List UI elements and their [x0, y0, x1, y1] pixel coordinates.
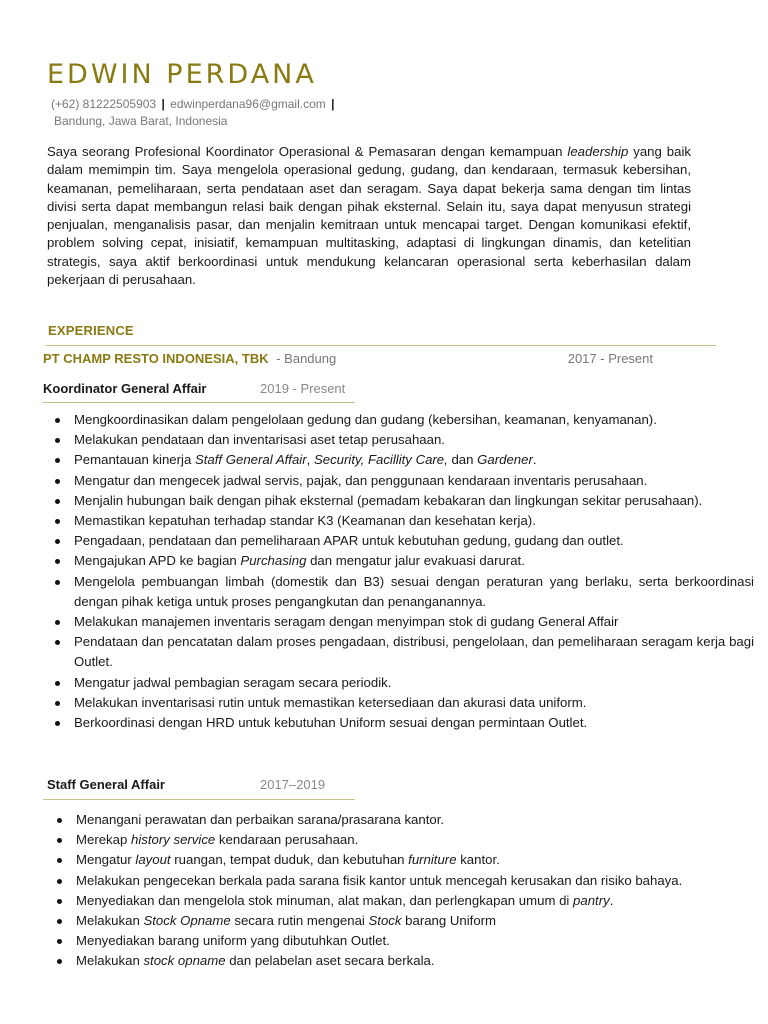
italic-text: Stock Opname — [143, 913, 231, 929]
italic-text: furniture — [408, 852, 457, 868]
bullet-item — [74, 713, 754, 733]
text-run: Menangani perawatan dan perbaikan sarana/prasarana kantor. — [76, 812, 445, 827]
italic-text: Purchasing — [240, 553, 307, 569]
role-title: Staff General Affair — [47, 777, 165, 792]
role-divider — [43, 799, 355, 800]
bullet-item — [76, 951, 754, 971]
text-run: Mengatur — [76, 852, 136, 868]
text-run: Pengadaan, pendataan dan pemeliharaan APAR untuk kebutuhan gedung, gudang dan outlet. — [74, 533, 624, 549]
italic-text: leadership — [567, 144, 629, 159]
text-run: Mengajukan APD ke bagian — [74, 553, 241, 569]
text-run: Melakukan manajemen inventaris seragam dengan menyimpan stok di gudang General Affair — [74, 614, 619, 630]
bullet-item — [74, 551, 754, 571]
email-address: edwinperdana96@gmail.com — [170, 97, 326, 111]
role-dates: 2019 - Present — [260, 381, 346, 396]
text-run: Melakukan pendataan dan inventarisasi aset tetap perusahaan. — [74, 432, 445, 448]
text-run: Mengelola pembuangan limbah (domestik dan B3) sesuai dengan peraturan yang berlaku, serta berkoordinasi dengan pihak ketiga untuk proses pengangkutan dan penanganannya. — [74, 573, 754, 609]
text-run: Menyediakan barang uniform yang dibutuhkan Outlet. — [76, 933, 390, 949]
text-run: Berkoordinasi dengan HRD untuk kebutuhan Uniform sesuai dengan permintaan Outlet. — [74, 715, 588, 731]
text-run: ruangan, tempat duduk, dan kebutuhan — [170, 852, 409, 868]
bullet-item — [76, 911, 754, 931]
role-header — [43, 381, 363, 399]
text-run: Melakukan pengecekan berkala pada sarana fisik kantor untuk mencegah kerusakan dan risiko bahaya. — [76, 872, 683, 888]
text-run: secara rutin mengenai — [230, 913, 369, 929]
text-run: Menjalin hubungan baik dengan pihak eksternal (pemadam kebakaran dan lingkungan sekitar perusahaan). — [74, 492, 703, 508]
text-run: Mengkoordinasikan dalam pengelolaan gedung dan gudang (kebersihan, keamanan, kenyamanan). — [74, 412, 657, 427]
role-dates: 2017–2019 — [260, 777, 326, 792]
text-run: dan mengatur jalur evakuasi darurat. — [306, 553, 525, 569]
company-header — [43, 351, 653, 369]
bullet-item — [76, 850, 754, 870]
text-run: Saya seorang Profesional Koordinator Operasional & Pemasaran dengan kemampuan — [47, 144, 568, 159]
italic-text: Staff General Affair — [194, 452, 307, 468]
phone-number: (+62) 81222505903 — [51, 97, 157, 111]
section-divider — [45, 345, 716, 346]
bullet-item — [76, 830, 754, 850]
bullet-item — [74, 673, 754, 693]
contact-separator: | — [331, 97, 335, 111]
bullet-item — [74, 531, 754, 551]
bullet-item — [74, 471, 754, 491]
text-run: dan pelabelan aset secara berkala. — [225, 953, 435, 969]
text-run: kendaraan perusahaan. — [215, 832, 359, 848]
contact-info — [51, 96, 336, 130]
bullet-item — [74, 491, 754, 511]
role-header — [47, 777, 367, 795]
role-divider — [43, 402, 355, 403]
bullet-item — [74, 410, 754, 430]
role-title: Koordinator General Affair — [43, 381, 207, 396]
bullet-item — [76, 931, 754, 951]
text-run: Merekap — [76, 832, 131, 848]
bullet-item — [74, 511, 754, 531]
text-run: Pemantauan kinerja — [74, 452, 195, 468]
italic-text: pantry — [573, 892, 610, 908]
bullet-item — [74, 572, 754, 612]
italic-text: Gardener — [477, 452, 533, 468]
text-run: Melakukan — [76, 913, 144, 929]
text-run: , — [306, 452, 314, 468]
italic-text: layout — [135, 852, 171, 868]
bullet-item — [74, 693, 754, 713]
bullet-item — [74, 450, 754, 470]
text-run: barang Uniform — [401, 913, 497, 929]
text-run: Mengatur jadwal pembagian seragam secara periodik. — [74, 674, 392, 690]
text-run: yang baik dalam memimpin tim. Saya mengelola operasional gedung, gudang, dan kendaraan, termasuk kebersihan, keamanan, pemeliharaan, serta pendataan aset dan seragam. Saya dapat bekerja sama dengan tim lintas divisi serta dapat membangun relasi baik dengan pihak eksternal. Selain itu, saya dapat menyusun strategi penjualan, menganalisis pasar, dan menjalin kemitraan untuk mencapai target. Dengan komunikasi efektif, problem solving cepat, inisiatif, kemampuan multitasking, adaptasi di lingkungan dinamis, dan ketelitian strategis, saya aktif berkoordinasi untuk mendukung kelancaran operasional serta keberhasilan dalam pekerjaan di perusahaan. — [47, 144, 691, 288]
text-run: dan — [447, 452, 478, 468]
role-responsibilities — [46, 410, 754, 733]
text-run: Pendataan dan pencatatan dalam proses pengadaan, distribusi, pengelolaan, dan pemeliharaan seragam kerja bagi Outlet. — [74, 634, 754, 670]
italic-text: Stock — [368, 913, 402, 929]
company-name: PT CHAMP RESTO INDONESIA, TBK — [43, 351, 269, 366]
text-run: Melakukan — [76, 953, 144, 969]
bullet-item — [74, 632, 754, 672]
text-run: kantor. — [456, 852, 500, 868]
bullet-item — [76, 871, 754, 891]
text-run: Memastikan kepatuhan terhadap standar K3 (Keamanan dan kesehatan kerja). — [74, 513, 536, 529]
bullet-item — [74, 430, 754, 450]
bullet-item — [74, 612, 754, 632]
text-run: . — [609, 892, 614, 908]
company-dates: 2017 - Present — [567, 351, 653, 366]
text-run: . — [532, 452, 537, 468]
professional-summary — [47, 143, 691, 289]
text-run: Menyediakan dan mengelola stok minuman, alat makan, dan perlengkapan umum di — [76, 892, 574, 908]
bullet-item — [76, 810, 754, 830]
company-location: - Bandung — [276, 351, 337, 366]
bullet-item — [76, 891, 754, 911]
text-run: Mengatur dan mengecek jadwal servis, pajak, dan penggunaan kendaraan inventaris perusahaan. — [74, 472, 648, 488]
role-responsibilities — [48, 810, 754, 972]
contact-separator: | — [161, 97, 165, 111]
experience-section-title: EXPERIENCE — [48, 323, 134, 338]
home-address: Bandung, Jawa Barat, Indonesia — [54, 114, 228, 128]
italic-text: stock opname — [143, 953, 226, 969]
italic-text: history service — [130, 832, 216, 848]
candidate-name: EDWIN PERDANA — [47, 59, 317, 90]
text-run: Melakukan inventarisasi rutin untuk memastikan ketersediaan dan akurasi data uniform. — [74, 694, 587, 710]
italic-text: Security, Facillity Care, — [313, 452, 448, 468]
